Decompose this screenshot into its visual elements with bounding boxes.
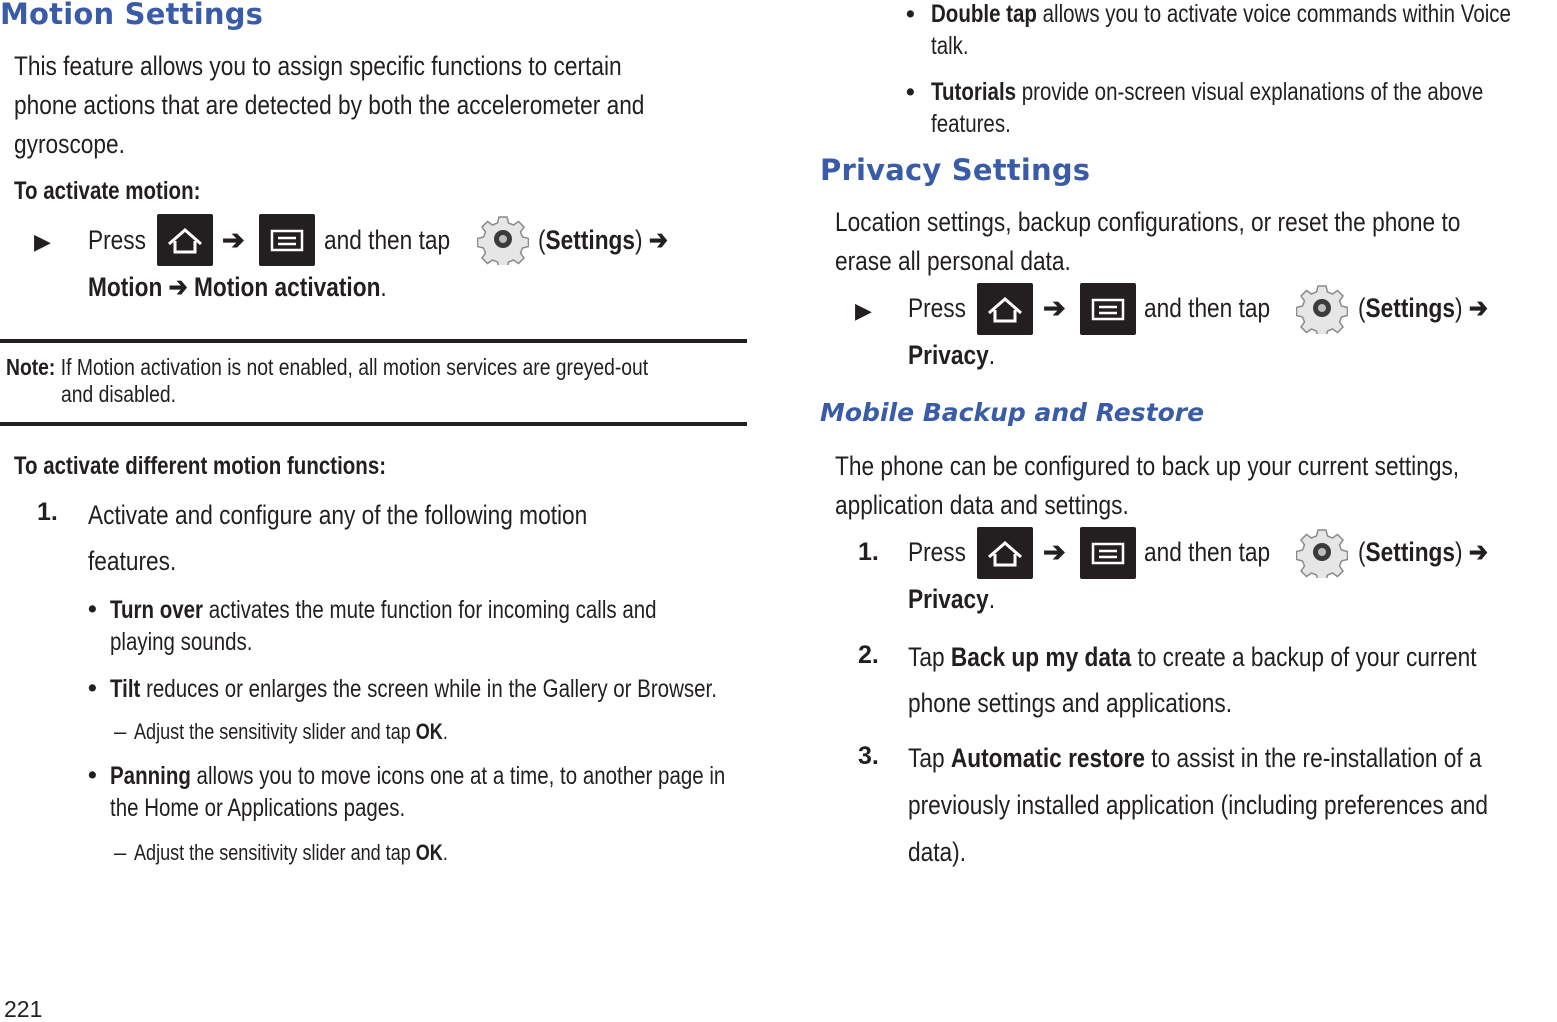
dash-marker: – bbox=[114, 840, 127, 865]
home-icon bbox=[977, 283, 1033, 335]
step-number: 2. bbox=[858, 641, 879, 669]
item1-text: Activate and configure any of the following motion features. bbox=[88, 500, 588, 576]
activate-functions-label: To activate different motion functions: bbox=[14, 452, 387, 480]
step-number: 1. bbox=[37, 498, 58, 526]
motion-settings-heading: Motion Settings bbox=[0, 0, 264, 31]
menu-icon bbox=[1080, 283, 1136, 335]
step-number: 1. bbox=[858, 538, 879, 566]
and-then-tap-text: and then tap bbox=[1144, 293, 1271, 323]
and-then-tap-text: and then tap bbox=[324, 225, 451, 255]
privacy-path-text: Privacy. bbox=[908, 340, 996, 370]
triangle-bullet-icon: ▶ bbox=[34, 229, 51, 254]
motion-path-text: Motion ➔ Motion activation. bbox=[88, 272, 387, 302]
bullet-dot: • bbox=[88, 674, 97, 702]
home-icon bbox=[157, 214, 213, 266]
and-then-tap-text: and then tap bbox=[1144, 537, 1271, 567]
privacy-path-text: Privacy. bbox=[908, 584, 996, 614]
settings-gear-icon bbox=[1296, 282, 1348, 334]
right-column bbox=[818, 0, 1557, 1022]
settings-step-text: (Settings) ➔ bbox=[1358, 293, 1488, 323]
arrow-symbol: ➔ bbox=[1043, 537, 1066, 567]
restore-step: Tap Automatic restore to assist in the re-installation of a previously installed application (including preferences and data). bbox=[908, 743, 1488, 867]
settings-gear-icon bbox=[1296, 526, 1348, 578]
arrow-symbol: ➔ bbox=[222, 225, 245, 255]
bullet-dot: • bbox=[906, 0, 915, 28]
page-number: 221 bbox=[4, 996, 43, 1022]
tutorials-bullet: Tutorials provide on-screen visual explanations of the above features. bbox=[931, 78, 1484, 138]
home-icon bbox=[977, 527, 1033, 579]
turn-over-bullet: Turn over activates the mute function for incoming calls and playing sounds. bbox=[110, 596, 657, 656]
panning-sub-bullet: Adjust the sensitivity slider and tap OK. bbox=[134, 840, 448, 865]
intro-line: This feature allows you to assign specific functions to certain bbox=[14, 51, 622, 81]
double-tap-bullet: Double tap allows you to activate voice commands within Voice talk. bbox=[931, 0, 1511, 60]
bullet-dot: • bbox=[88, 595, 97, 623]
intro-line: phone actions that are detected by both the accelerometer and bbox=[14, 90, 645, 120]
left-column bbox=[0, 0, 750, 1022]
motion-intro bbox=[14, 47, 765, 164]
press-text: Press bbox=[88, 225, 146, 255]
note-bottom-rule bbox=[0, 422, 747, 426]
activate-motion-label: To activate motion: bbox=[14, 177, 201, 205]
menu-icon bbox=[1080, 527, 1136, 579]
tilt-bullet: Tilt reduces or enlarges the screen while in the Gallery or Browser. bbox=[110, 675, 717, 703]
intro-line: gyroscope. bbox=[14, 129, 125, 159]
tilt-sub-bullet: Adjust the sensitivity slider and tap OK. bbox=[134, 719, 448, 744]
press-text: Press bbox=[908, 537, 966, 567]
privacy-settings-heading: Privacy Settings bbox=[820, 153, 1091, 187]
note-box: Note: If Motion activation is not enabled, all motion services are greyed-out and disabled. bbox=[6, 354, 649, 407]
bullet-dot: • bbox=[88, 761, 97, 789]
arrow-symbol: ➔ bbox=[1043, 293, 1066, 323]
note-top-rule bbox=[0, 339, 747, 343]
settings-step-text: (Settings) ➔ bbox=[1358, 537, 1488, 567]
dash-marker: – bbox=[114, 719, 127, 744]
backup-intro: The phone can be configured to back up your current settings, application data and settings. bbox=[835, 451, 1460, 520]
settings-gear-icon bbox=[477, 213, 529, 265]
privacy-intro: Location settings, backup configurations, or reset the phone to erase all personal data. bbox=[835, 207, 1461, 276]
backup-step: Tap Back up my data to create a backup of your current phone settings and applications. bbox=[908, 642, 1477, 718]
mobile-backup-heading: Mobile Backup and Restore bbox=[820, 398, 1205, 427]
press-text: Press bbox=[908, 293, 966, 323]
panning-bullet: Panning allows you to move icons one at a time, to another page in the Home or Applications pages. bbox=[110, 762, 726, 822]
step-number: 3. bbox=[858, 742, 879, 770]
bullet-dot: • bbox=[906, 78, 915, 106]
menu-icon bbox=[259, 214, 315, 266]
settings-step-text: (Settings) ➔ bbox=[538, 225, 668, 255]
triangle-bullet-icon: ▶ bbox=[855, 298, 872, 323]
